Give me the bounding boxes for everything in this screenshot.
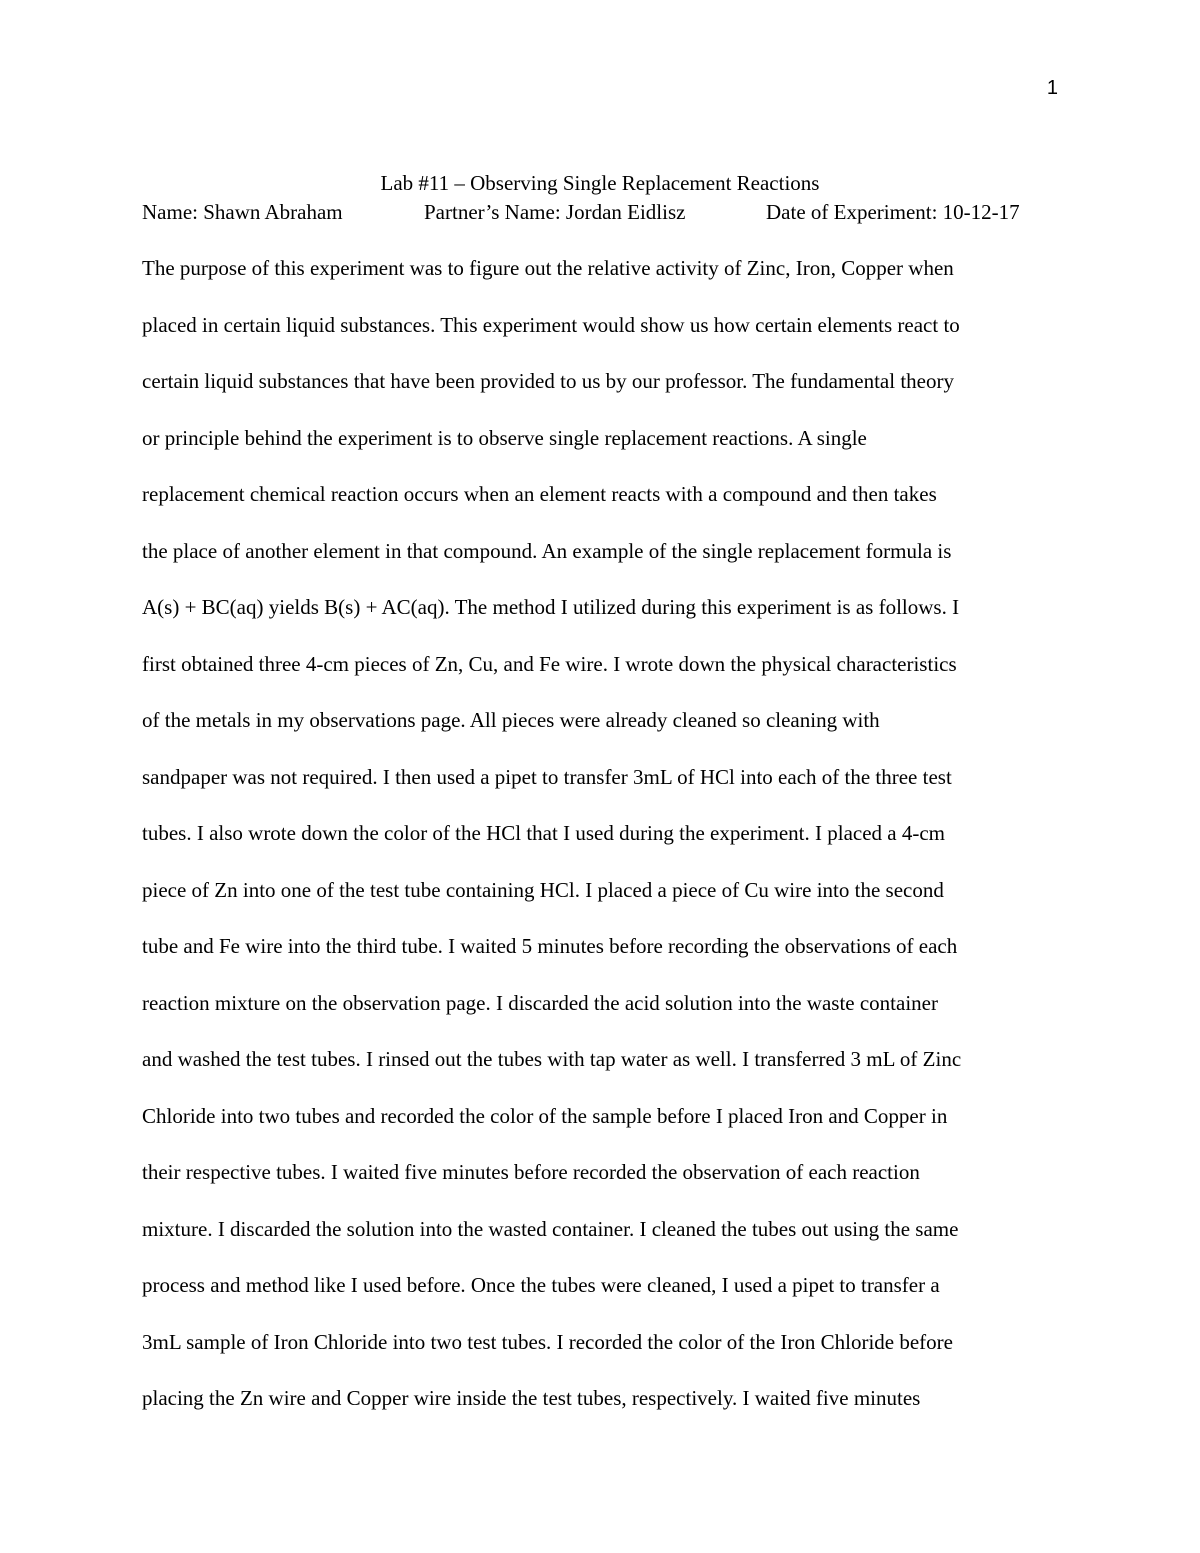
body-line: Chloride into two tubes and recorded the color of the sample before I placed Iron and Copper in (142, 1103, 948, 1128)
body-line: certain liquid substances that have been provided to us by our professor. The fundamental theory (142, 369, 954, 393)
body-line: 3mL sample of Iron Chloride into two test tubes. I recorded the color of the Iron Chloride before (142, 1329, 953, 1354)
body-line: their respective tubes. I waited five minutes before recorded the observation of each reaction (142, 1160, 920, 1184)
body-line: tubes. I also wrote down the color of the HCl that I used during the experiment. I placed a 4-cm (142, 821, 946, 845)
student-name: Name: Shawn Abraham (142, 200, 343, 224)
body-line: placing the Zn wire and Copper wire inside the test tubes, respectively. I waited five minutes (142, 1386, 921, 1410)
body-line: process and method like I used before. Once the tubes were cleaned, I used a pipet to transfer a (142, 1273, 940, 1297)
body-line: or principle behind the experiment is to observe single replacement reactions. A single (142, 425, 867, 450)
body-line: mixture. I discarded the solution into the wasted container. I cleaned the tubes out using the same (142, 1216, 959, 1241)
body-line: The purpose of this experiment was to figure out the relative activity of Zinc, Iron, Copper when (142, 256, 954, 280)
body-line: and washed the test tubes. I rinsed out the tubes with tap water as well. I transferred 3 mL of Zinc (142, 1047, 962, 1071)
body-line: sandpaper was not required. I then used a pipet to transfer 3mL of HCl into each of the three test (142, 764, 952, 789)
body-paragraph (142, 254, 1058, 1441)
body-line: the place of another element in that compound. An example of the single replacement formula is (142, 538, 952, 563)
partner-name: Partner’s Name: Jordan Eidlisz (424, 200, 686, 224)
body-line: piece of Zn into one of the test tube containing HCl. I placed a piece of Cu wire into the second (142, 877, 944, 902)
body-line: reaction mixture on the observation page. I discarded the acid solution into the waste container (142, 990, 938, 1015)
body-line: first obtained three 4-cm pieces of Zn, Cu, and Fe wire. I wrote down the physical characteristics (142, 651, 957, 676)
body-line: placed in certain liquid substances. This experiment would show us how certain elements react to (142, 312, 960, 337)
experiment-date: Date of Experiment: 10-12-17 (766, 200, 1020, 224)
body-line: of the metals in my observations page. All pieces were already cleaned so cleaning with (142, 708, 880, 732)
document-title: Lab #11 – Observing Single Replacement Reactions (380, 171, 820, 195)
body-line: A(s) + BC(aq) yields B(s) + AC(aq). The method I utilized during this experiment is as follows. I (142, 595, 960, 619)
page-number: 1 (1046, 77, 1058, 99)
body-line: replacement chemical reaction occurs when an element reacts with a compound and then takes (142, 482, 937, 506)
body-line: tube and Fe wire into the third tube. I waited 5 minutes before recording the observations of each (142, 934, 958, 958)
